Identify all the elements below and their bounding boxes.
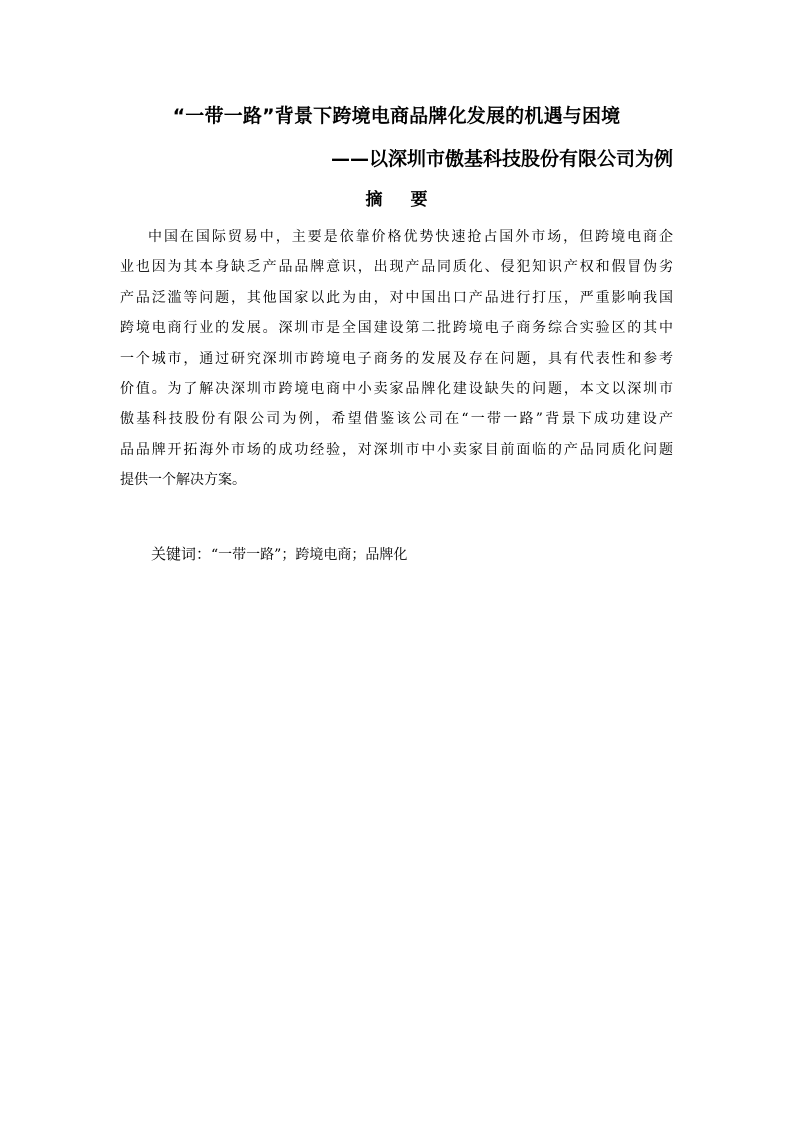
keywords [151, 540, 407, 569]
abstract-line: 中国在国际贸易中，主要是依靠价格优势快速抢占国外市场，但跨境电商企 [148, 229, 673, 245]
abstract-line: 品品牌开拓海外市场的成功经验，对深圳市中小卖家目前面临的产品同质化问题 [120, 441, 673, 458]
abstract-heading: 摘要 [365, 190, 456, 210]
keywords-label: 关键词： [151, 545, 212, 563]
abstract-line: 一个城市，通过研究深圳市跨境电子商务的发展及存在问题，具有代表性和参考 [120, 350, 673, 367]
abstract-line: 提供一个解决方案。 [120, 472, 246, 489]
abstract-line: 跨境电商行业的发展。深圳市是全国建设第二批跨境电子商务综合实验区的其中 [120, 320, 673, 337]
abstract-line: 业也因为其本身缺乏产品品牌意识，出现产品同质化、侵犯知识产权和假冒伪劣 [120, 259, 673, 276]
page-title: “一带一路”背景下跨境电商品牌化发展的机遇与困境 [172, 105, 621, 127]
abstract-line: 产品泛滥等问题，其他国家以此为由，对中国出口产品进行打压，严重影响我国 [120, 289, 673, 306]
page-subtitle: ——以深圳市傲基科技股份有限公司为例 [330, 148, 673, 170]
keywords-value: “一带一路”；跨境电商；品牌化 [211, 547, 408, 563]
abstract-line: 价值。为了解决深圳市跨境电商中小卖家品牌化建设缺失的问题，本文以深圳市 [120, 380, 673, 397]
abstract-body [120, 222, 673, 496]
abstract-line: 傲基科技股份有限公司为例，希望借鉴该公司在“一带一路”背景下成功建设产 [120, 411, 673, 428]
